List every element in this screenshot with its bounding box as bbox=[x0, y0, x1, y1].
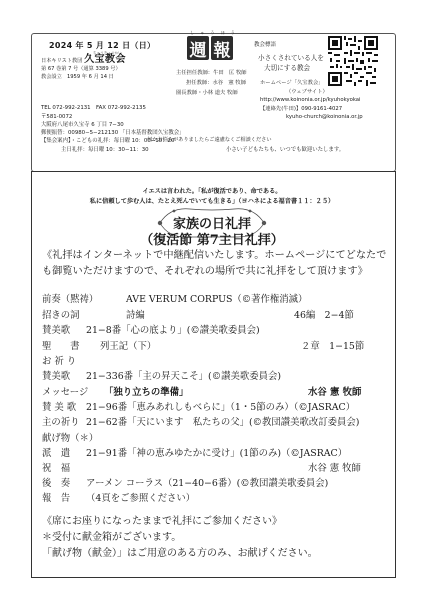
bulletin-title-char-1: 週 bbox=[187, 36, 209, 60]
order-item: 前奏（黙祷） AVE VERUM CORPUS（©著作権消滅） bbox=[42, 294, 308, 305]
bulletin-ruby: しゅうほう bbox=[190, 30, 241, 35]
staff-item: 園長教師・小林 道夫 牧師 bbox=[176, 90, 238, 96]
order-item-ref: 46編 2−4節 bbox=[294, 310, 354, 321]
contact-email[interactable]: kyuho-church@koinonia.or.jp bbox=[286, 114, 363, 121]
gathering-info: 【集会案内】・こどもの礼拝：毎日曜 10：00−10：20 bbox=[41, 138, 175, 144]
homepage-label: ホームページ「久宝教会」 bbox=[260, 80, 324, 86]
livestream-intro: 《礼拝はインターネットで中継配信いたします。ホームページにてどなたでも御覧いただけますので、それぞれの場所で共に礼拝をして頂けます》 bbox=[42, 250, 387, 277]
church-ruby: ちゅうきょうかい bbox=[93, 51, 122, 55]
church-info bbox=[41, 56, 191, 82]
bulletin-date: 2024 年 5 月 12 日（日） bbox=[49, 41, 156, 50]
consult-notice: 何かお悩みがありましたらご遠慮なくご相談ください bbox=[147, 137, 272, 143]
order-item: お 祈 り bbox=[42, 356, 77, 367]
order-item: 祝 福 bbox=[42, 463, 71, 474]
order-item: 賛美歌 21−8番「心の底より」(©讃美歌委員会) bbox=[42, 325, 260, 336]
address-block bbox=[41, 114, 185, 137]
denomination: 日本キリスト教団 bbox=[41, 58, 83, 64]
order-item: 報 告 （4頁をご参照ください） bbox=[42, 493, 196, 504]
verse-line-2: 私に信頼して歩む人は、たとえ死んでいても生きる」（ヨハネによる福音書１１：２５） bbox=[89, 198, 335, 205]
order-item: 主の祈り 21−62番「天にいます 私たちの父」(©教団讃美歌改訂委員会) bbox=[42, 417, 360, 428]
postal-transfer: 郵便振替：00980−5−212130 「日本基督教団久宝教会」 bbox=[41, 129, 185, 136]
tel-fax: TEL 072-992-2131 FAX 072-992-2135 bbox=[41, 105, 146, 111]
offering-note: 「献げ物（献金）」はご用意のある方のみ、お献げください。 bbox=[42, 548, 318, 559]
staff-item: 担任教師：水谷 憲 牧師 bbox=[186, 80, 246, 86]
order-item: 賛 美 歌 21−96番「恵みあれしもべらに」（1・5節のみ）（©JASRAC） bbox=[42, 402, 356, 413]
order-item: 招きの詞 詩編 bbox=[42, 310, 145, 321]
website-url[interactable]: http://www.koinonia.or.jp/kyuhokyokai bbox=[260, 97, 361, 104]
staff-item: 主任担任教師：牛田 匡 牧師 bbox=[176, 70, 247, 76]
benediction-minister: 水谷 憲 牧師 bbox=[308, 463, 361, 474]
edition: 第 67 巻第 7 号（通算 3389 号） bbox=[41, 66, 121, 73]
founded: 教会設立 1959 年 6 月 14 日 bbox=[41, 74, 114, 81]
qr-code-icon[interactable] bbox=[328, 36, 378, 86]
postal-code: 〒581-0072 bbox=[41, 114, 73, 120]
welcome-notice: 小さい子どもたちも、いつでも歓迎いたします。 bbox=[226, 147, 345, 153]
address: 大阪府八尾市久宝寺 6 丁目 7−30 bbox=[41, 121, 124, 128]
service-info: 主日礼拝：毎日曜 10：30−11：30 bbox=[61, 147, 149, 153]
slogan-heading: 教会標語 bbox=[254, 42, 277, 48]
slogan-line: 小さくされている人を bbox=[258, 54, 324, 62]
church-name: 久宝教会 bbox=[84, 54, 127, 65]
verse-line-1: イエスは言われた。「私が復活であり、命である。 bbox=[142, 188, 282, 195]
bulletin-title-char-2: 報 bbox=[211, 36, 233, 60]
slogan-line: 大切にする教会 bbox=[264, 64, 311, 72]
order-item: 後 奏 アーメン コーラス（21−40−6番）(©教団讃美歌委員会) bbox=[42, 478, 329, 489]
order-item: 聖 書 列王記（下） bbox=[42, 341, 157, 352]
seating-note: 《席にお座りになったままで礼拝にご参加ください》 bbox=[42, 516, 282, 527]
order-item: 賛美歌 21−336番「主の昇天こそ」(©讃美歌委員会) bbox=[42, 371, 281, 382]
order-item: 献げ物（＊） bbox=[42, 433, 99, 444]
worship-title: 家族の日礼拝 bbox=[172, 217, 251, 232]
order-item-message: メッセージ 「独り立ちの準備」 bbox=[42, 387, 189, 398]
website-label: （ウェブサイト） bbox=[286, 88, 328, 95]
slogan bbox=[258, 53, 324, 73]
worship-subtitle: （復活節 第7主日礼拝） bbox=[140, 233, 284, 248]
offering-box-note: ＊受付に献金箱がございます。 bbox=[42, 532, 182, 543]
preacher: 水谷 憲 牧師 bbox=[308, 387, 362, 398]
order-item: 派 遣 21−91番「神の恵みゆたかに受け」(1節のみ)（©JASRAC） bbox=[42, 448, 348, 459]
order-item-ref: ２章 1−15節 bbox=[301, 341, 365, 352]
bulletin-title bbox=[187, 36, 237, 64]
contact-phone: 【連絡先(牛田)】090-9161-4027 bbox=[260, 105, 343, 112]
staff-list bbox=[176, 68, 247, 98]
